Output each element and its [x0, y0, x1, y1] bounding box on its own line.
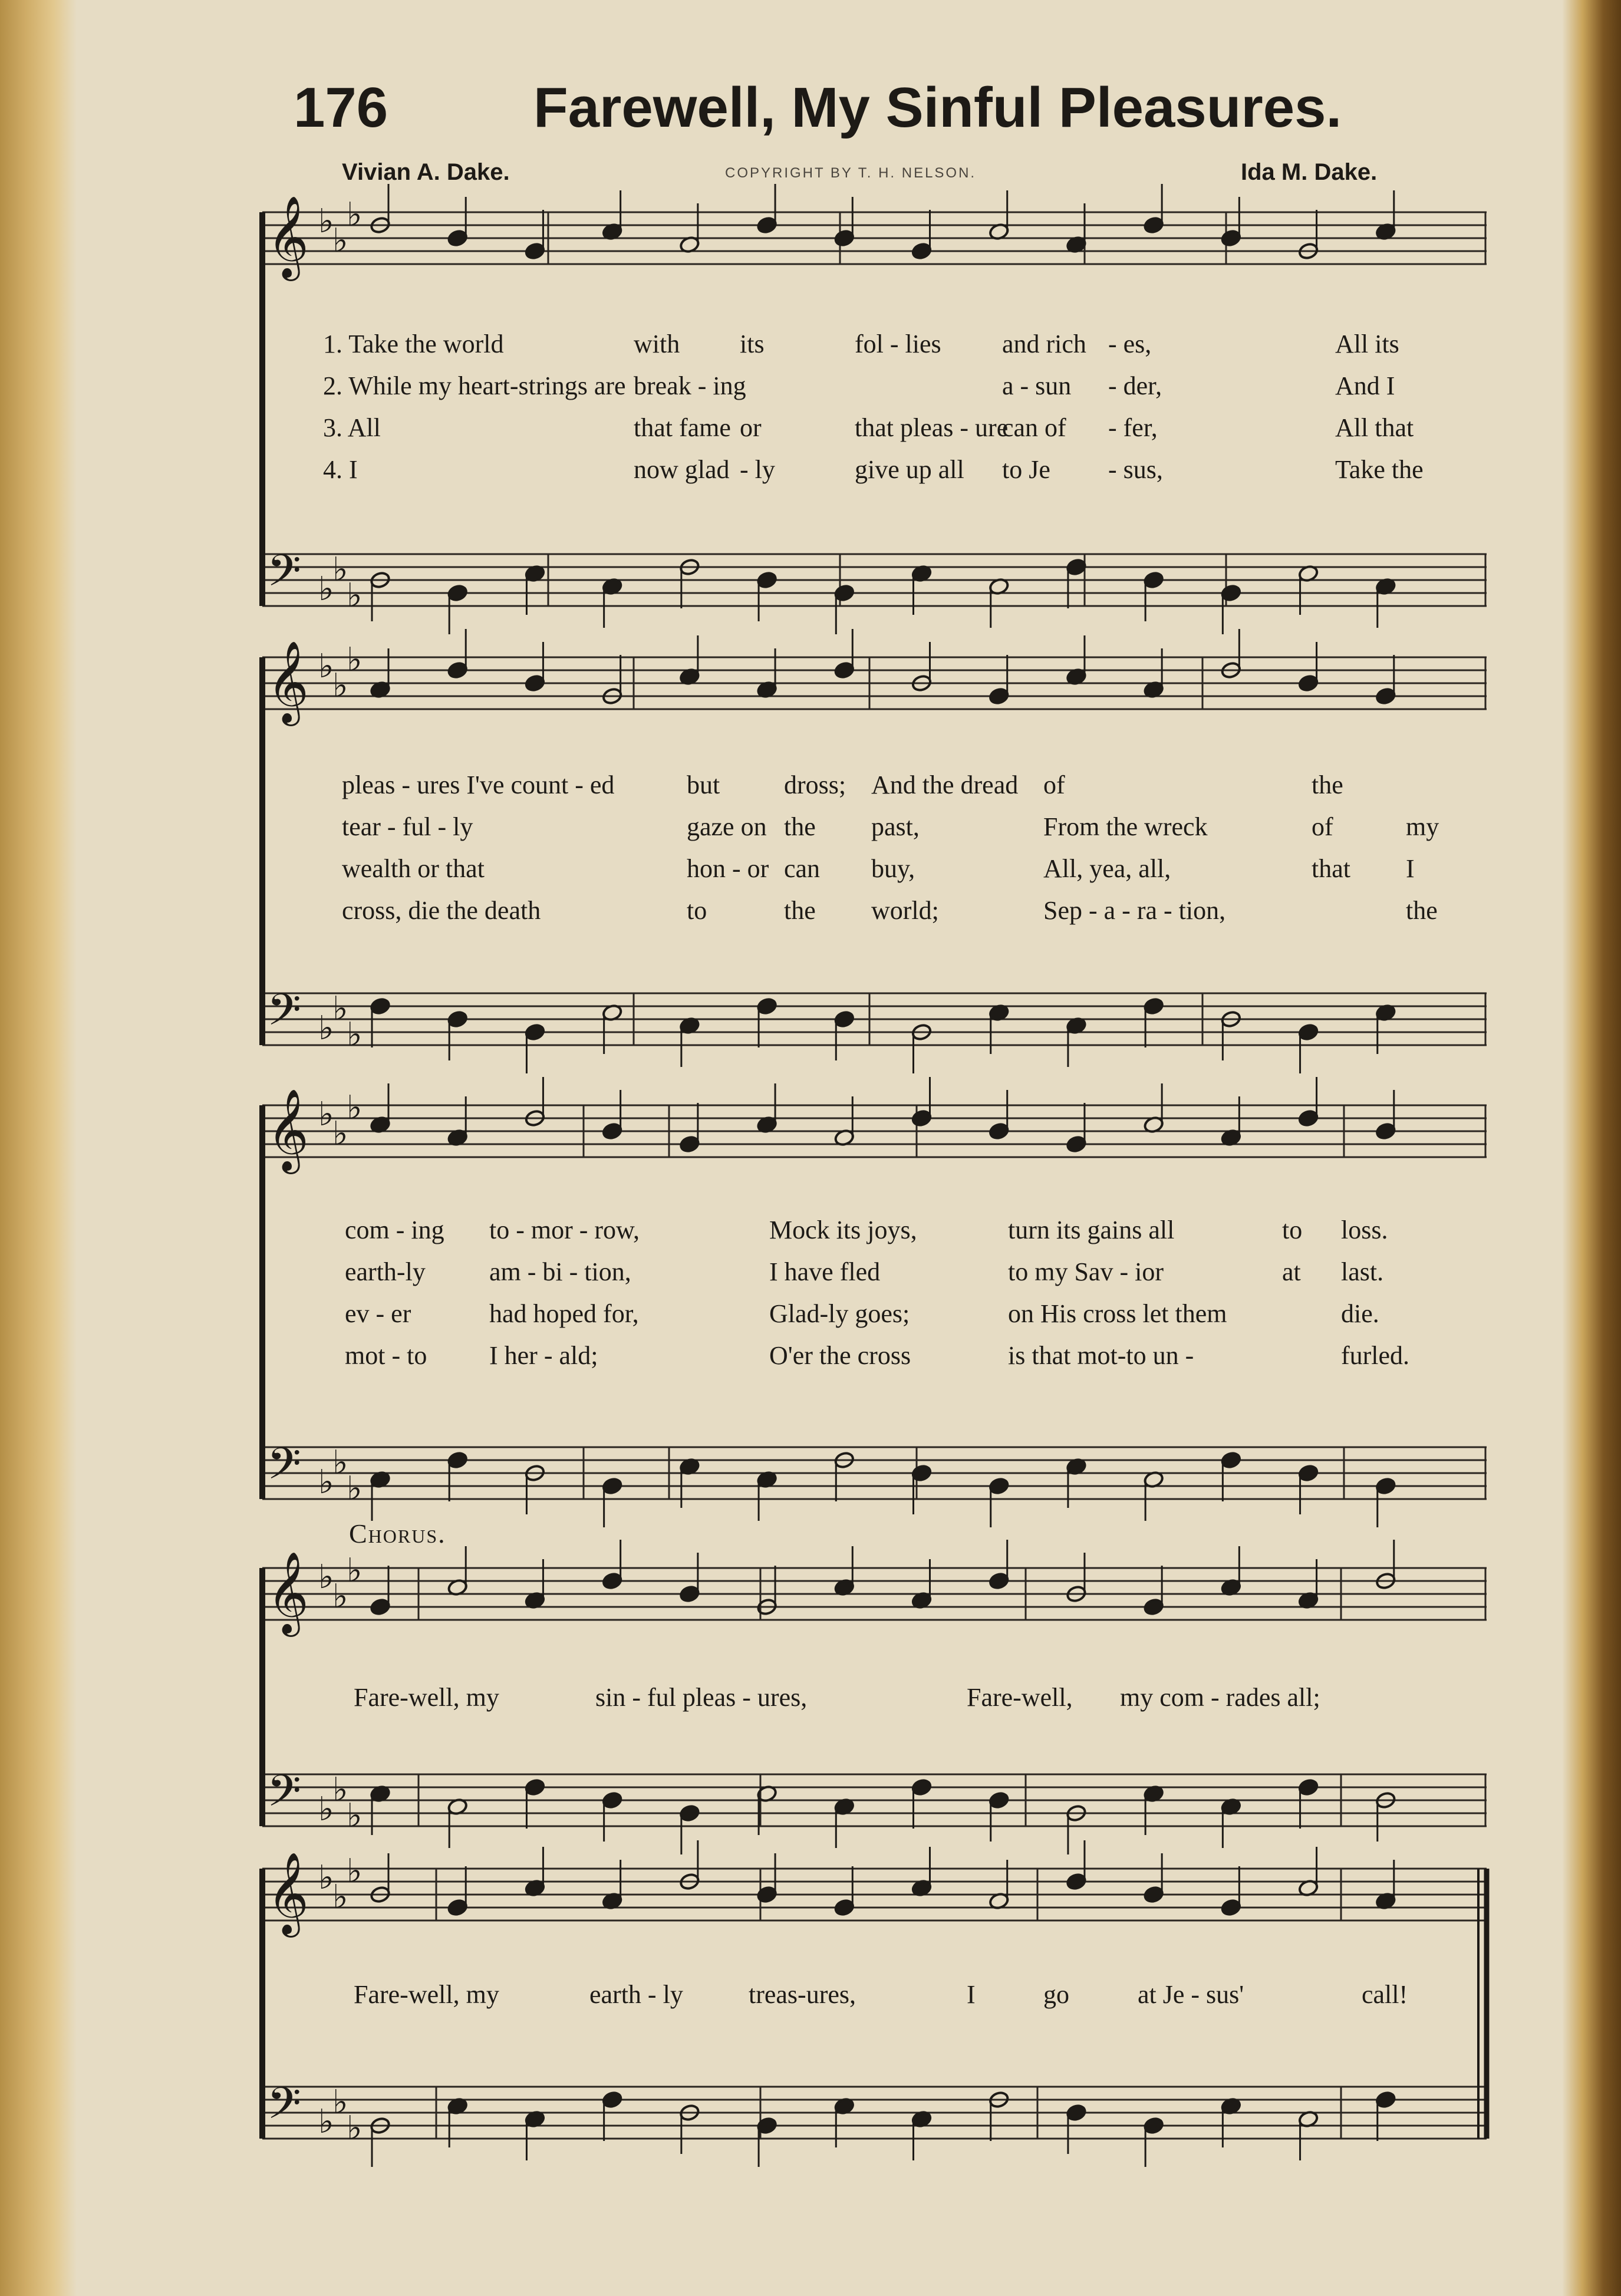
bass-clef-icon: 𝄢	[267, 2078, 301, 2140]
flat-icon: ♭	[318, 1790, 334, 1829]
lyric-syllable: earth - ly	[589, 1980, 683, 2009]
lyric-syllable: - der,	[1108, 371, 1162, 400]
lyric-syllable: - sus,	[1108, 455, 1163, 484]
lyric-syllable: sin - ful pleas - ures,	[595, 1683, 808, 1712]
treble-clef-icon: 𝄞	[267, 1551, 309, 1633]
lyric-syllable: I	[967, 1980, 976, 2009]
bass-clef-icon: 𝄢	[267, 1765, 301, 1827]
lyric-syllable: of	[1043, 770, 1065, 799]
lyric-syllable: had hoped for,	[489, 1299, 639, 1328]
lyric-syllable: call!	[1362, 1980, 1408, 2009]
lyric-syllable: the	[1312, 770, 1343, 799]
lyric-syllable: mot - to	[345, 1341, 427, 1370]
flat-icon: ♭	[347, 196, 363, 234]
flat-icon: ♭	[332, 1878, 348, 1916]
lyric-syllable: dross;	[784, 770, 846, 799]
lyric-syllable: Mock its joys,	[769, 1215, 917, 1244]
lyric-syllable: turn its gains all	[1008, 1215, 1175, 1244]
lyric-syllable: at	[1282, 1257, 1301, 1286]
flat-icon: ♭	[332, 551, 348, 589]
lyric-syllable: go	[1043, 1980, 1069, 2009]
lyric-syllable: of	[1312, 812, 1333, 841]
lyric-syllable: All, yea, all,	[1043, 854, 1171, 883]
composer-credit: Ida M. Dake.	[1241, 159, 1378, 185]
flat-icon: ♭	[318, 570, 334, 608]
flat-icon: ♭	[347, 1089, 363, 1127]
lyric-syllable: 1. Take the world	[323, 330, 504, 358]
lyric-syllable: give up all	[855, 455, 964, 484]
lyric-syllable: pleas - ures I've count - ed	[342, 770, 615, 799]
flat-icon: ♭	[318, 1859, 334, 1897]
lyric-syllable: treas-ures,	[749, 1980, 856, 2009]
lyric-syllable: on His cross let them	[1008, 1299, 1227, 1328]
lyric-syllable: Fare-well, my	[354, 1683, 499, 1712]
lyric-syllable: - ly	[740, 455, 775, 484]
lyric-syllable: past,	[871, 812, 920, 841]
flat-icon: ♭	[347, 1551, 363, 1590]
lyric-syllable: loss.	[1341, 1215, 1388, 1244]
lyric-syllable: to	[1282, 1215, 1303, 1244]
lyric-syllable: cross, die the death	[342, 896, 541, 925]
lyric-syllable: and rich	[1002, 330, 1086, 358]
lyric-syllable: to - mor - row,	[489, 1215, 640, 1244]
flat-icon: ♭	[318, 1558, 334, 1596]
flat-icon: ♭	[332, 222, 348, 260]
lyric-syllable: its	[740, 330, 765, 358]
lyric-syllable: - es,	[1108, 330, 1152, 358]
lyric-syllable: now glad	[634, 455, 730, 484]
treble-clef-icon: 𝄞	[267, 641, 309, 723]
lyric-syllable: All that	[1335, 413, 1414, 442]
flat-icon: ♭	[318, 2103, 334, 2141]
flat-icon: ♭	[318, 647, 334, 686]
lyric-syllable: die.	[1341, 1299, 1379, 1328]
lyric-syllable: am - bi - tion,	[489, 1257, 631, 1286]
lyric-syllable: a - sun	[1002, 371, 1072, 400]
flat-icon: ♭	[332, 1444, 348, 1482]
flat-icon: ♭	[347, 1470, 363, 1508]
lyric-syllable: 4. I	[323, 455, 358, 484]
flat-icon: ♭	[347, 1852, 363, 1890]
lyricist-credit: Vivian A. Dake.	[342, 159, 510, 185]
lyric-syllable: O'er the cross	[769, 1341, 911, 1370]
flat-icon: ♭	[332, 2083, 348, 2122]
lyric-syllable: 3. All	[323, 413, 381, 442]
lyric-syllable: buy,	[871, 854, 915, 883]
lyric-syllable: to Je	[1002, 455, 1050, 484]
copyright-notice: COPYRIGHT BY T. H. NELSON.	[725, 165, 977, 181]
lyric-syllable: can	[784, 854, 821, 883]
lyric-syllable: earth-ly	[345, 1257, 426, 1286]
lyric-syllable: is that mot-to un -	[1008, 1341, 1194, 1370]
treble-clef-icon: 𝄞	[267, 196, 309, 278]
lyric-syllable: the	[784, 896, 816, 925]
flat-icon: ♭	[332, 667, 348, 705]
lyric-syllable: And I	[1335, 371, 1395, 400]
lyric-syllable: gaze on	[687, 812, 767, 841]
lyric-syllable: hon - or	[687, 854, 769, 883]
treble-clef-icon: 𝄞	[267, 1852, 309, 1934]
lyric-syllable: that pleas - ure	[855, 413, 1009, 442]
lyric-syllable: Fare-well, my	[354, 1980, 499, 2009]
lyric-syllable: can of	[1002, 413, 1066, 442]
lyric-syllable: And the dread	[871, 770, 1019, 799]
flat-icon: ♭	[332, 1115, 348, 1153]
bass-clef-icon: 𝄢	[267, 545, 301, 607]
bass-clef-icon: 𝄢	[267, 984, 301, 1046]
lyric-syllable: that	[1312, 854, 1350, 883]
hymn-title: Farewell, My Sinful Pleasures.	[533, 76, 1342, 139]
lyric-syllable: or	[740, 413, 762, 442]
lyric-syllable: at Je - sus'	[1138, 1980, 1244, 2009]
lyric-syllable: I have fled	[769, 1257, 881, 1286]
chorus-label: Chorus.	[349, 1518, 446, 1549]
lyric-syllable: my	[1406, 812, 1439, 841]
lyric-syllable: the	[1406, 896, 1438, 925]
lyric-syllable: ev - er	[345, 1299, 411, 1328]
lyric-syllable: Sep - a - ra - tion,	[1043, 896, 1226, 925]
flat-icon: ♭	[318, 1463, 334, 1501]
flat-icon: ♭	[347, 641, 363, 679]
lyric-syllable: Fare-well,	[967, 1683, 1073, 1712]
flat-icon: ♭	[318, 1095, 334, 1134]
lyric-syllable: the	[784, 812, 816, 841]
treble-clef-icon: 𝄞	[267, 1089, 309, 1171]
lyric-syllable: com - ing	[345, 1215, 444, 1244]
flat-icon: ♭	[332, 1577, 348, 1616]
lyric-syllable: fol - lies	[855, 330, 941, 358]
flat-icon: ♭	[347, 577, 363, 615]
flat-icon: ♭	[318, 202, 334, 241]
lyric-syllable: to my Sav - ior	[1008, 1257, 1164, 1286]
lyric-syllable: Glad-ly goes;	[769, 1299, 910, 1328]
flat-icon: ♭	[347, 2109, 363, 2147]
flat-icon: ♭	[347, 1016, 363, 1054]
lyric-syllable: that fame	[634, 413, 731, 442]
flat-icon: ♭	[332, 990, 348, 1028]
flat-icon: ♭	[318, 1009, 334, 1047]
lyric-syllable: I	[1406, 854, 1415, 883]
lyric-syllable: tear - ful - ly	[342, 812, 473, 841]
page-number: 176	[294, 76, 388, 139]
lyric-syllable: world;	[871, 896, 939, 925]
lyric-syllable: Take the	[1335, 455, 1424, 484]
flat-icon: ♭	[332, 1771, 348, 1809]
lyric-syllable: break - ing	[634, 371, 746, 400]
lyric-syllable: but	[687, 770, 720, 799]
lyric-syllable: 2. While my heart-strings are	[323, 371, 626, 400]
lyric-syllable: wealth or that	[342, 854, 485, 883]
lyric-syllable: From the wreck	[1043, 812, 1208, 841]
lyric-syllable: All its	[1335, 330, 1399, 358]
lyric-syllable: to	[687, 896, 707, 925]
lyric-syllable: with	[634, 330, 680, 358]
lyric-syllable: my com - rades all;	[1120, 1683, 1320, 1712]
flat-icon: ♭	[347, 1797, 363, 1835]
lyric-syllable: - fer,	[1108, 413, 1158, 442]
lyric-syllable: I her - ald;	[489, 1341, 598, 1370]
lyric-syllable: last.	[1341, 1257, 1384, 1286]
bass-clef-icon: 𝄢	[267, 1438, 301, 1500]
lyric-syllable: furled.	[1341, 1341, 1410, 1370]
